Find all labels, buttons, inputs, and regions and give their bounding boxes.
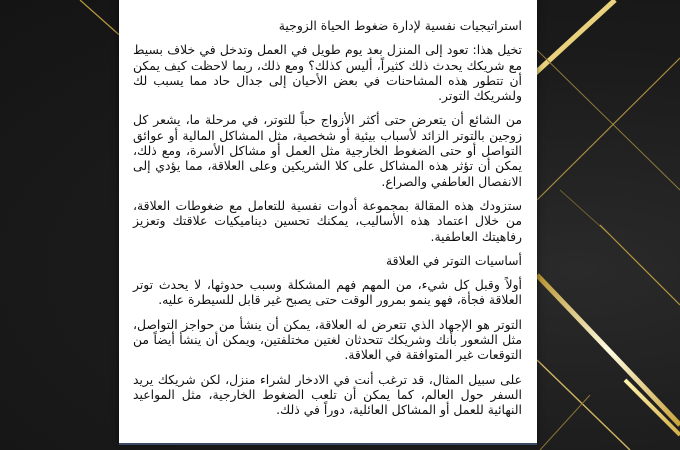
document-page	[119, 0, 537, 443]
intro-paragraph-1: تخيل هذا: تعود إلى المنزل بعد يوم طويل في العمل وتدخل في خلاف بسيط مع شريكك يحدث ذلك كثيراً، أليس كذلك؟ ومع ذلك، ربما لاحظت كيف يمكن أن تتطور هذه المشاحنات في بعض الأحيان إلى جدال حاد مما يسبب لك ولشريكك التوتر.	[133, 42, 522, 104]
intro-paragraph-2: من الشائع أن يتعرض حتى أكثر الأزواج حباً للتوتر، في مرحلة ما، يشعر كل زوجين بالتوتر الزائد لأسباب بيئية أو شخصية، مثل المشاكل المالية أو عوائق التواصل أو حتى الضغوط الخارجية مثل العمل أو مشاكل الأسرة، ومع ذلك، يمكن أن تؤثر هذه المشاكل على كلا الشريكين وعلى العلاقة، مما يؤدي إلى الانفصال العاطفي والصراع.	[133, 112, 522, 189]
article-title: استراتيجيات نفسية لإدارة ضغوط الحياة الزوجية	[278, 18, 522, 33]
section-heading: أساسيات التوتر في العلاقة	[385, 252, 522, 268]
section-paragraph-1: أولاً وقبل كل شيء، من المهم فهم المشكلة وسبب حدوثها، لا يحدث توتر العلاقة فجأة، فهو ينمو بمرور الوقت حتى يصبح غير قابل للسيطرة عليه.	[133, 277, 522, 308]
section-paragraph-3: على سبيل المثال، قد ترغب أنت في الادخار لشراء منزل، لكن شريكك يريد السفر حول العالم، كما يمكن أن تلعب الضغوط الخارجية، مثل المواعيد النهائية للعمل أو المشاكل العائلية، دوراً في ذلك.	[133, 371, 522, 418]
article-body	[133, 18, 522, 427]
page-bottom-edge	[119, 443, 537, 445]
section-paragraph-2: التوتر هو الإجهاد الذي تتعرض له العلاقة، يمكن أن ينشأ من حواجز التواصل، مثل الشعور بأنك وشريكك تتحدثان لغتين مختلفتين، ويمكن أن ينشأ أيضاً من التوقعات غير المتوافقة في العلاقة.	[133, 316, 522, 363]
intro-paragraph-3: ستزودك هذه المقالة بمجموعة أدوات نفسية للتعامل مع ضغوطات العلاقة، من خلال اعتماد هذه الأساليب، يمكنك تحسين ديناميكيات علاقتك وتعزيز رفاهيتك العاطفية.	[133, 197, 522, 244]
